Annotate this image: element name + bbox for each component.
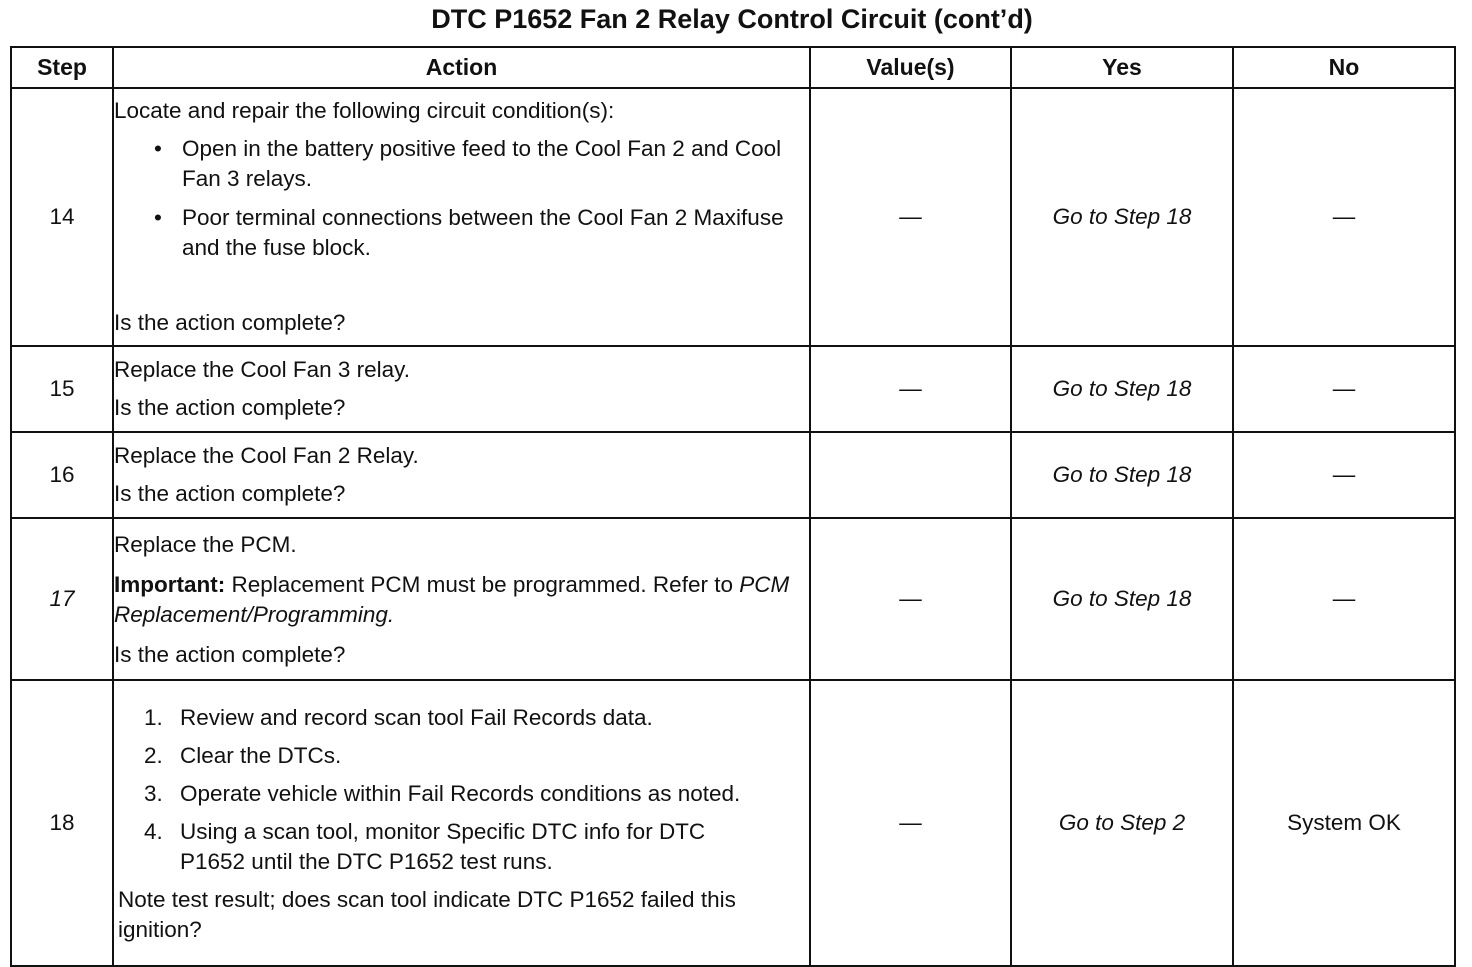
list-item: 2. Clear the DTCs. (144, 743, 342, 768)
action-question: Is the action complete? (114, 642, 346, 667)
step-number: 14 (11, 88, 113, 346)
yes-cell: Go to Step 18 (1011, 432, 1233, 518)
table-row-step-16 (11, 432, 1455, 518)
list-item: • Open in the battery positive feed to the Cool Fan 2 and Cool Fan 3 relays. (154, 136, 782, 191)
yes-cell: Go to Step 18 (1011, 346, 1233, 432)
step-number: 16 (11, 432, 113, 518)
action-question: Is the action complete? (114, 395, 346, 420)
action-cell (113, 88, 810, 346)
important-note (114, 570, 809, 630)
yes-cell: Go to Step 2 (1011, 680, 1233, 966)
procedure-list (114, 703, 809, 877)
important-label: Important: (114, 572, 226, 597)
diagnostic-table (10, 46, 1456, 967)
important-text: Replacement PCM must be programmed. Refer to (231, 572, 733, 597)
list-item: 3. Operate vehicle within Fail Records conditions as noted. (144, 781, 741, 806)
column-header-action: Action (113, 47, 810, 88)
step-number: 15 (11, 346, 113, 432)
action-intro: Replace the PCM. (114, 532, 297, 557)
action-question: Is the action complete? (114, 310, 346, 335)
step-number: 18 (11, 680, 113, 966)
action-cell (113, 346, 810, 432)
list-item: • Poor terminal connections between the Cool Fan 2 Maxifuse and the fuse block. (154, 205, 784, 260)
table-row-step-14 (11, 88, 1455, 346)
step-number: 17 (11, 518, 113, 680)
table-row-step-17 (11, 518, 1455, 680)
column-header-yes: Yes (1011, 47, 1233, 88)
value-cell: — (810, 346, 1011, 432)
value-cell: — (810, 680, 1011, 966)
list-item: 4. Using a scan tool, monitor Specific DTC info for DTC P1652 until the DTC P1652 test runs. (144, 819, 706, 874)
no-cell: System OK (1233, 680, 1455, 966)
list-item: 1. Review and record scan tool Fail Records data. (144, 705, 653, 730)
yes-cell: Go to Step 18 (1011, 518, 1233, 680)
column-header-step: Step (11, 47, 113, 88)
table-header-row (11, 47, 1455, 88)
table-row-step-18 (11, 680, 1455, 966)
action-question: Note test result; does scan tool indicate DTC P1652 failed this ignition? (118, 887, 736, 942)
table-row-step-15 (11, 346, 1455, 432)
no-cell: — (1233, 346, 1455, 432)
no-cell: — (1233, 518, 1455, 680)
yes-cell: Go to Step 18 (1011, 88, 1233, 346)
bullet-icon: • (154, 205, 162, 230)
no-cell: — (1233, 432, 1455, 518)
condition-list (114, 134, 809, 263)
reference-link-text: PCM Replacement/Programming. (114, 572, 790, 627)
action-intro: Locate and repair the following circuit condition(s): (114, 98, 615, 123)
column-header-no: No (1233, 47, 1455, 88)
value-cell (810, 432, 1011, 518)
page-title: DTC P1652 Fan 2 Relay Control Circuit (cont’d) (431, 4, 1033, 34)
action-question: Is the action complete? (114, 481, 346, 506)
bullet-icon: • (154, 136, 162, 161)
action-cell (113, 432, 810, 518)
action-cell (113, 680, 810, 966)
column-header-values: Value(s) (810, 47, 1011, 88)
action-intro: Replace the Cool Fan 3 relay. (114, 357, 410, 382)
value-cell: — (810, 518, 1011, 680)
value-cell: — (810, 88, 1011, 346)
action-cell (113, 518, 810, 680)
no-cell: — (1233, 88, 1455, 346)
action-intro: Replace the Cool Fan 2 Relay. (114, 443, 419, 468)
